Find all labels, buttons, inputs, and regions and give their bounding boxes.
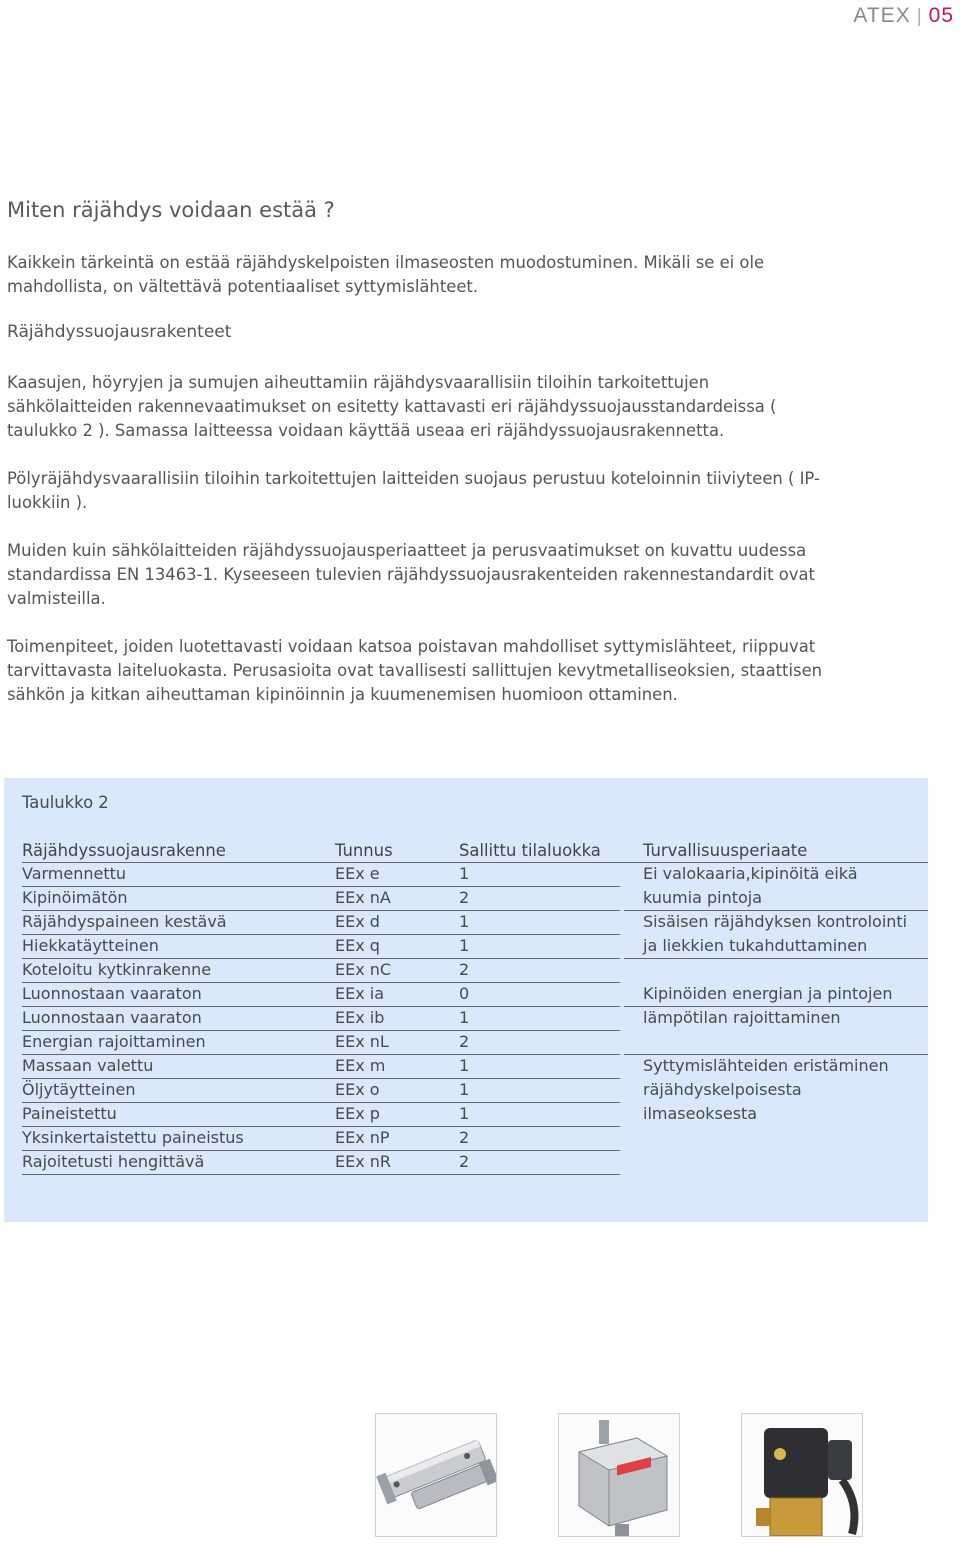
row-rule [22, 1054, 620, 1055]
principle-rule [624, 862, 928, 863]
cell-structure: Kipinöimätön [22, 888, 128, 907]
paragraph-line: taulukko 2 ). Samassa laitteessa voidaan käyttää useaa eri räjähdyssuojausrakennetta. [7, 421, 725, 440]
cell-zone: 1 [459, 912, 470, 931]
principle-line: ja liekkien tukahduttaminen [643, 936, 868, 955]
cell-zone: 1 [459, 1008, 470, 1027]
cell-zone: 0 [459, 984, 470, 1003]
row-rule [22, 1150, 620, 1151]
cell-code: EEx q [335, 936, 380, 955]
row-rule [22, 886, 620, 887]
section-subheading: Räjähdyssuojausrakenteet [7, 322, 232, 342]
row-rule [22, 910, 620, 911]
junction-box-illustration [559, 1414, 679, 1536]
principle-rule [624, 1006, 928, 1007]
cell-code: EEx nL [335, 1032, 389, 1051]
cell-code: EEx nA [335, 888, 391, 907]
intro-line: Kaikkein tärkeintä on estää räjähdyskelpoisten ilmaseosten muodostuminen. Mikäli se ei ole [7, 253, 765, 272]
principle-line: kuumia pintoja [643, 888, 763, 907]
cell-structure: Räjähdyspaineen kestävä [22, 912, 227, 931]
table-caption: Taulukko 2 [22, 793, 109, 812]
cell-structure: Luonnostaan vaaraton [22, 1008, 202, 1027]
principle-line: räjähdyskelpoisesta [643, 1080, 802, 1099]
paragraph-non-electrical [7, 539, 863, 611]
row-rule [22, 1102, 620, 1103]
cell-code: EEx d [335, 912, 380, 931]
cell-zone: 1 [459, 864, 470, 883]
intro-line: mahdollista, on vältettävä potentiaaliset syttymislähteet. [7, 277, 479, 296]
column-header-principle: Turvallisuusperiaate [643, 841, 808, 860]
cell-structure: Rajoitetusti hengittävä [22, 1152, 205, 1171]
cell-structure: Koteloitu kytkinrakenne [22, 960, 212, 979]
cell-code: EEx nR [335, 1152, 392, 1171]
cell-zone: 1 [459, 1104, 470, 1123]
principle-line: lämpötilan rajoittaminen [643, 1008, 841, 1027]
page-header [853, 4, 954, 28]
row-rule [22, 1174, 620, 1175]
cell-code: EEx ib [335, 1008, 385, 1027]
row-rule [22, 1078, 620, 1079]
paragraph-gas-protection [7, 371, 863, 443]
cell-structure: Yksinkertaistettu paineistus [22, 1128, 244, 1147]
header-separator: | [916, 6, 923, 27]
principle-rule [624, 958, 928, 959]
principle-line: Ei valokaaria,kipinöitä eikä [643, 864, 858, 883]
principle-line: Sisäisen räjähdyksen kontrolointi [643, 912, 908, 931]
principle-line: Syttymislähteiden eristäminen [643, 1056, 889, 1075]
cell-code: EEx e [335, 864, 380, 883]
principle-rule [624, 1054, 928, 1055]
row-rule [22, 1006, 620, 1007]
row-rule [22, 958, 620, 959]
cell-zone: 1 [459, 1080, 470, 1099]
cell-structure: Luonnostaan vaaraton [22, 984, 202, 1003]
cell-code: EEx m [335, 1056, 386, 1075]
paragraph-line: Toimenpiteet, joiden luotettavasti voidaan katsoa poistavan mahdolliset syttymislähteet, riippuvat [7, 637, 816, 656]
solenoid-valve-photo [741, 1413, 863, 1537]
cell-zone: 2 [459, 1032, 470, 1051]
cell-structure: Massaan valettu [22, 1056, 154, 1075]
table-panel [4, 778, 928, 1222]
cell-zone: 2 [459, 960, 470, 979]
page-title: Miten räjähdys voidaan estää ? [7, 198, 335, 222]
cell-zone: 2 [459, 888, 470, 907]
cell-structure: Varmennettu [22, 864, 127, 883]
pneumatic-cylinder-illustration [376, 1414, 496, 1536]
cell-code: EEx nC [335, 960, 392, 979]
cell-zone: 2 [459, 1128, 470, 1147]
row-rule [22, 982, 620, 983]
principle-rule [624, 910, 928, 911]
junction-box-photo [558, 1413, 680, 1537]
row-rule [22, 1126, 620, 1127]
column-header-zone: Sallittu tilaluokka [459, 841, 601, 860]
paragraph-line: Muiden kuin sähkölaitteiden räjähdyssuojausperiaatteet ja perusvaatimukset on kuvattu uudessa [7, 541, 807, 560]
paragraph-line: Kaasujen, höyryjen ja sumujen aiheuttamiin räjähdysvaarallisiin tiloihin tarkoitettujen [7, 373, 710, 392]
cell-zone: 1 [459, 1056, 470, 1075]
paragraph-line: luokkiin ). [7, 493, 88, 512]
solenoid-valve-illustration [742, 1414, 862, 1536]
paragraph-line: standardissa EN 13463-1. Kyseeseen tulevien räjähdyssuojausrakenteiden rakennestandardit ovat [7, 565, 815, 584]
paragraph-line: sähkölaitteiden rakennevaatimukset on esitetty kattavasti eri räjähdyssuojausstandardeissa ( [7, 397, 777, 416]
paragraph-dust-protection [7, 467, 863, 515]
cell-code: EEx o [335, 1080, 380, 1099]
row-rule [22, 934, 620, 935]
cell-code: EEx ia [335, 984, 385, 1003]
pneumatic-cylinder-photo [375, 1413, 497, 1537]
cell-structure: Hiekkatäytteinen [22, 936, 159, 955]
cell-zone: 2 [459, 1152, 470, 1171]
principle-line: ilmaseoksesta [643, 1104, 758, 1123]
cell-zone: 1 [459, 936, 470, 955]
column-header-structure: Räjähdyssuojausrakenne [22, 841, 226, 860]
cell-structure: Energian rajoittaminen [22, 1032, 206, 1051]
cell-code: EEx nP [335, 1128, 390, 1147]
cell-structure: Öljytäytteinen [22, 1080, 136, 1099]
cell-code: EEx p [335, 1104, 380, 1123]
page-number: 05 [928, 4, 954, 27]
cell-structure: Paineistettu [22, 1104, 117, 1123]
paragraph-line: valmisteilla. [7, 589, 106, 608]
column-header-code: Tunnus [335, 841, 393, 860]
section-label: ATEX [853, 4, 911, 27]
row-rule [22, 1030, 620, 1031]
principle-line: Kipinöiden energian ja pintojen [643, 984, 893, 1003]
paragraph-line: tarvittavasta laiteluokasta. Perusasioita ovat tavallisesti sallittujen kevytmetalliseoksien, staattisen [7, 661, 823, 680]
intro-paragraph [7, 251, 863, 299]
paragraph-line: Pölyräjähdysvaarallisiin tiloihin tarkoitettujen laitteiden suojaus perustuu koteloinnin tiiviyteen ( IP- [7, 469, 820, 488]
paragraph-line: sähkön ja kitkan aiheuttaman kipinöinnin ja kuumenemisen huomioon ottaminen. [7, 685, 678, 704]
paragraph-measures [7, 635, 863, 707]
